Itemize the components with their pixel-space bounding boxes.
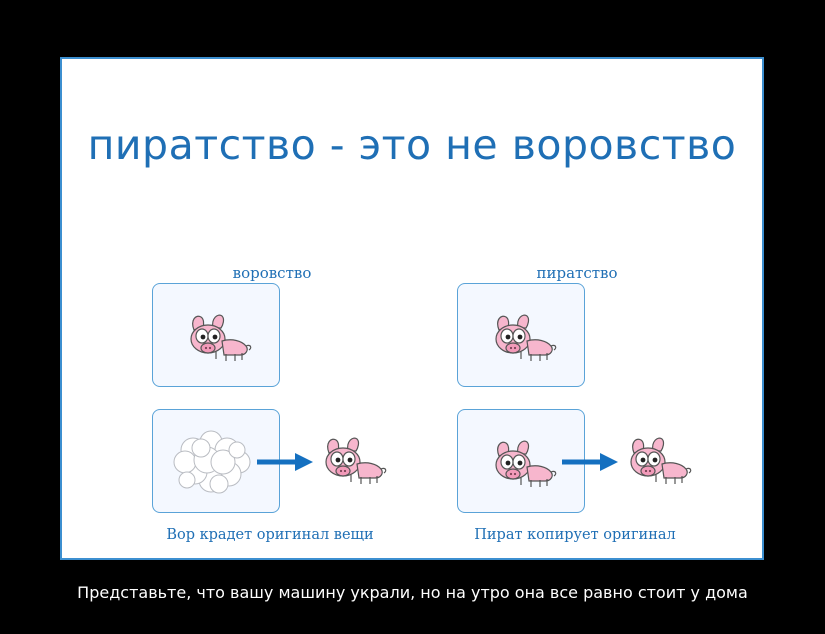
arrow-right-icon [257,451,313,473]
box-theft-original [152,283,280,387]
box-piracy-original [457,283,585,387]
arrow-right-icon [562,451,618,473]
caption-theft: Вор крадет оригинал вещи [166,527,374,543]
poster-bottom-text: Представьте, что вашу машину украли, но на утро она все равно стоит у дома [77,583,748,602]
caption-piracy: Пират копирует оригинал [474,527,676,543]
column-label-theft: воровство [232,264,312,282]
cloud-icon [167,424,267,500]
pig-icon [180,308,254,364]
pig-icon [620,431,694,487]
page-title: пиратство - это не воровство [87,121,737,169]
column-label-piracy: пиратство [536,264,618,282]
poster-frame [60,57,764,560]
pig-icon [315,431,389,487]
pig-icon [485,308,559,364]
pig-icon [485,434,559,490]
